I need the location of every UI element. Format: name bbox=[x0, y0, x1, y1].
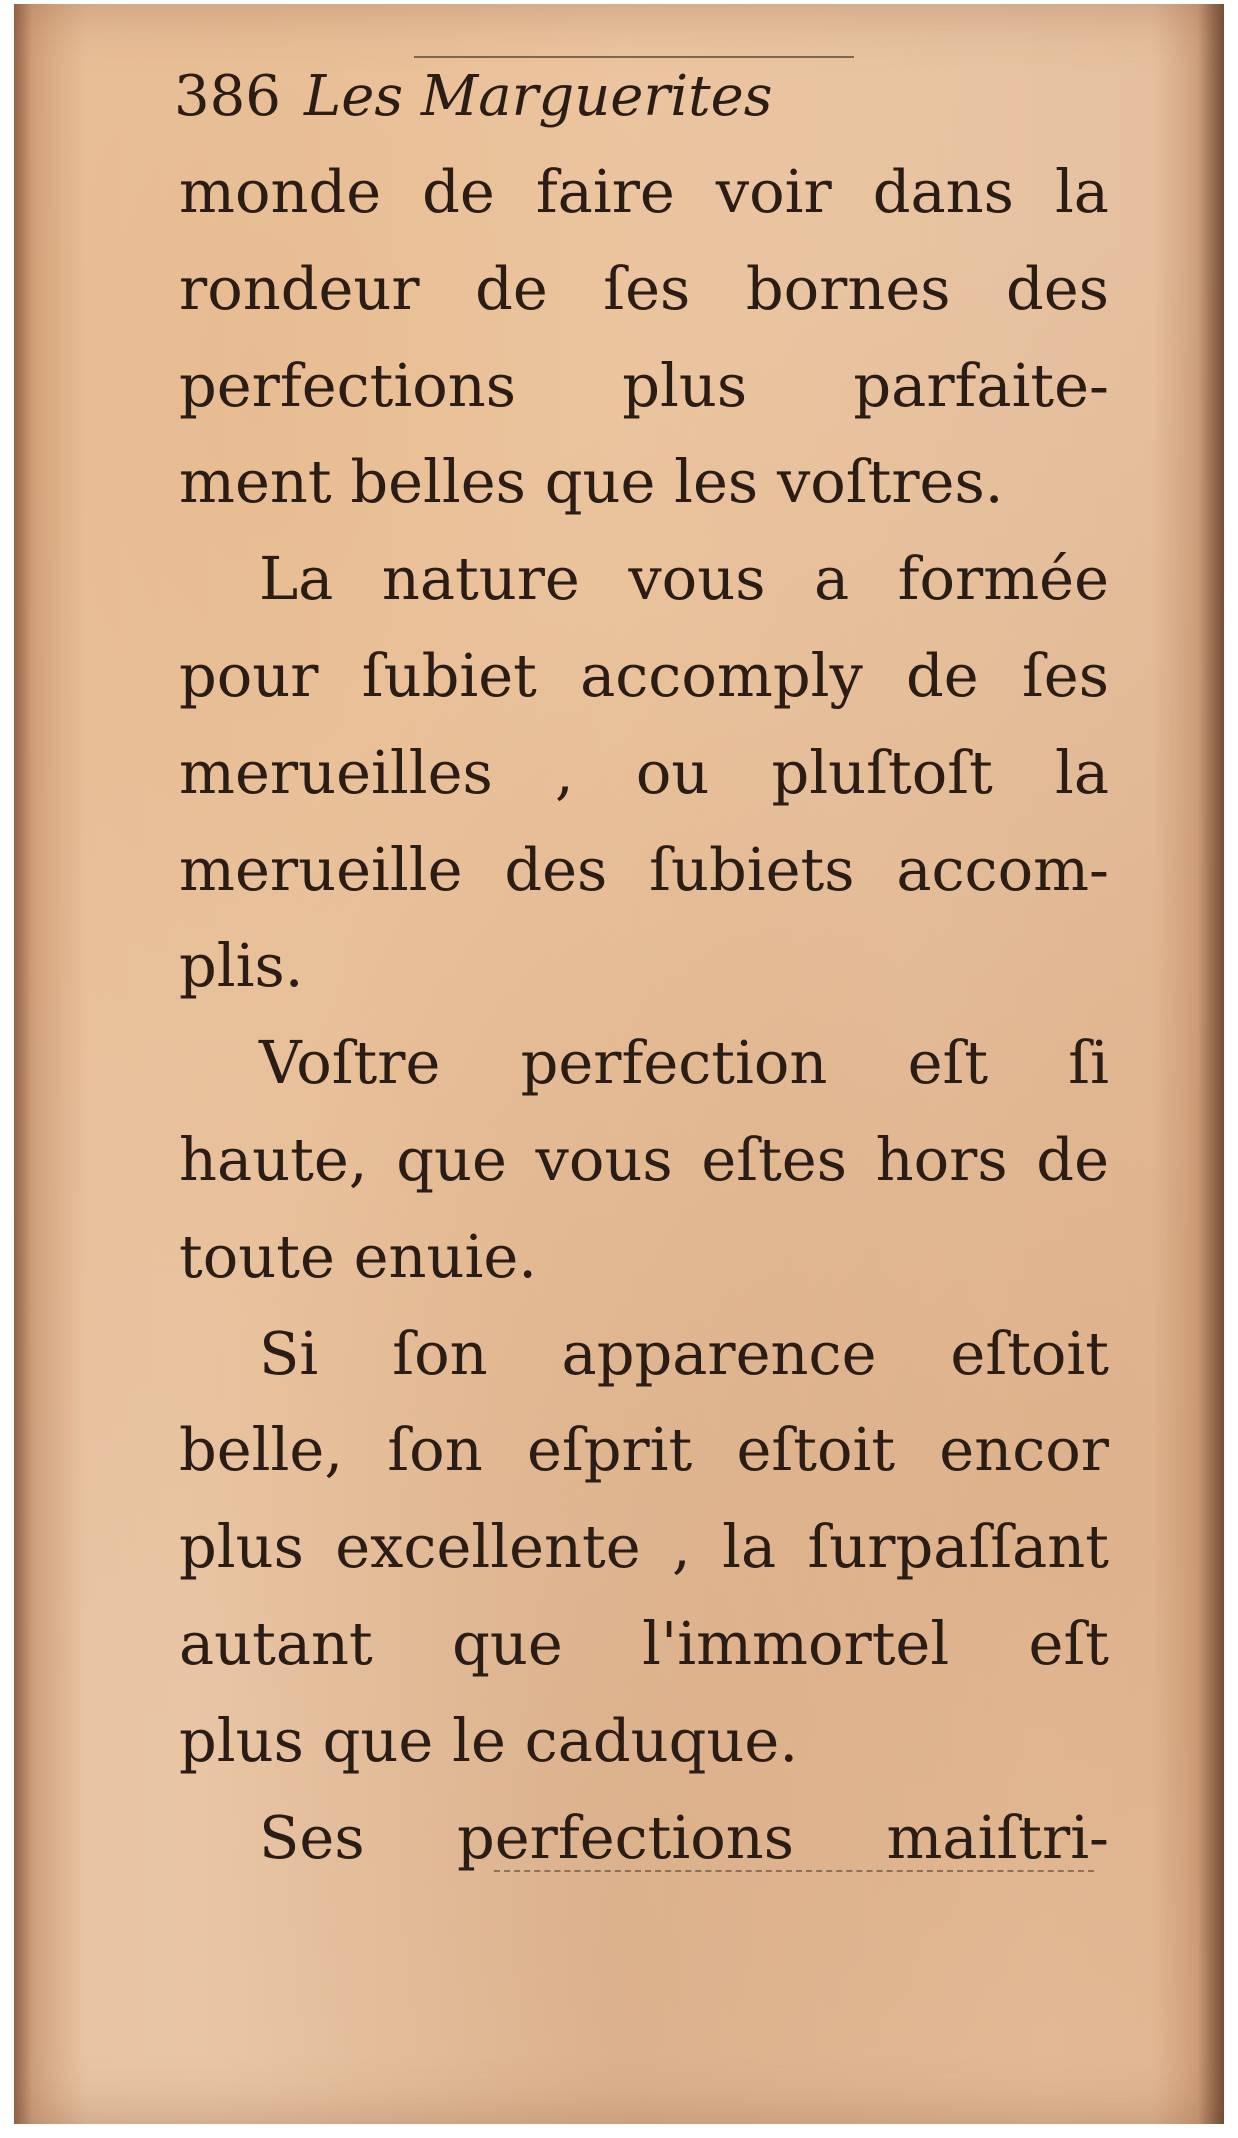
footer-rule bbox=[494, 1870, 1094, 1872]
text-line: rondeur de ſes bornes des bbox=[179, 253, 1109, 323]
text-line: merueilles , ou pluſtoſt la bbox=[179, 737, 1109, 807]
text-line: haute, que vous eſtes hors de bbox=[179, 1124, 1109, 1194]
book-page bbox=[14, 4, 1224, 2124]
text-line: monde de faire voir dans la bbox=[179, 157, 1109, 226]
text-line: Si ſon apparence eſtoit bbox=[259, 1318, 1109, 1388]
text-line: plus que le caduque. bbox=[179, 1705, 799, 1775]
page-spine-shadow bbox=[1198, 4, 1224, 2124]
page-number: 386 bbox=[174, 64, 281, 129]
text-line: Ses perfections maiſtri- bbox=[259, 1802, 1109, 1872]
header-rule bbox=[414, 56, 854, 58]
text-line: pour ſubiet accomply de ſes bbox=[179, 640, 1109, 710]
text-line: toute enuie. bbox=[179, 1221, 538, 1291]
running-header bbox=[174, 62, 772, 132]
text-line: autant que l'immortel eſt bbox=[179, 1608, 1109, 1678]
text-line: ment belles que les voſtres. bbox=[179, 447, 1004, 517]
text-line: belle, ſon eſprit eſtoit encor bbox=[179, 1415, 1109, 1485]
running-title: Les Marguerites bbox=[304, 64, 773, 129]
text-line: merueille des ſubiets accom- bbox=[179, 834, 1109, 904]
text-line: perfections plus parfaite- bbox=[179, 350, 1109, 420]
body-text bbox=[179, 144, 1109, 1886]
text-line: plis. bbox=[179, 931, 304, 1001]
text-line: Voſtre perfection eſt ſi bbox=[259, 1028, 1109, 1098]
page-left-edge-shadow bbox=[14, 4, 32, 2124]
text-line: plus excellente , la ſurpaſſant bbox=[179, 1512, 1109, 1582]
text-line: La nature vous a formée bbox=[259, 544, 1109, 614]
